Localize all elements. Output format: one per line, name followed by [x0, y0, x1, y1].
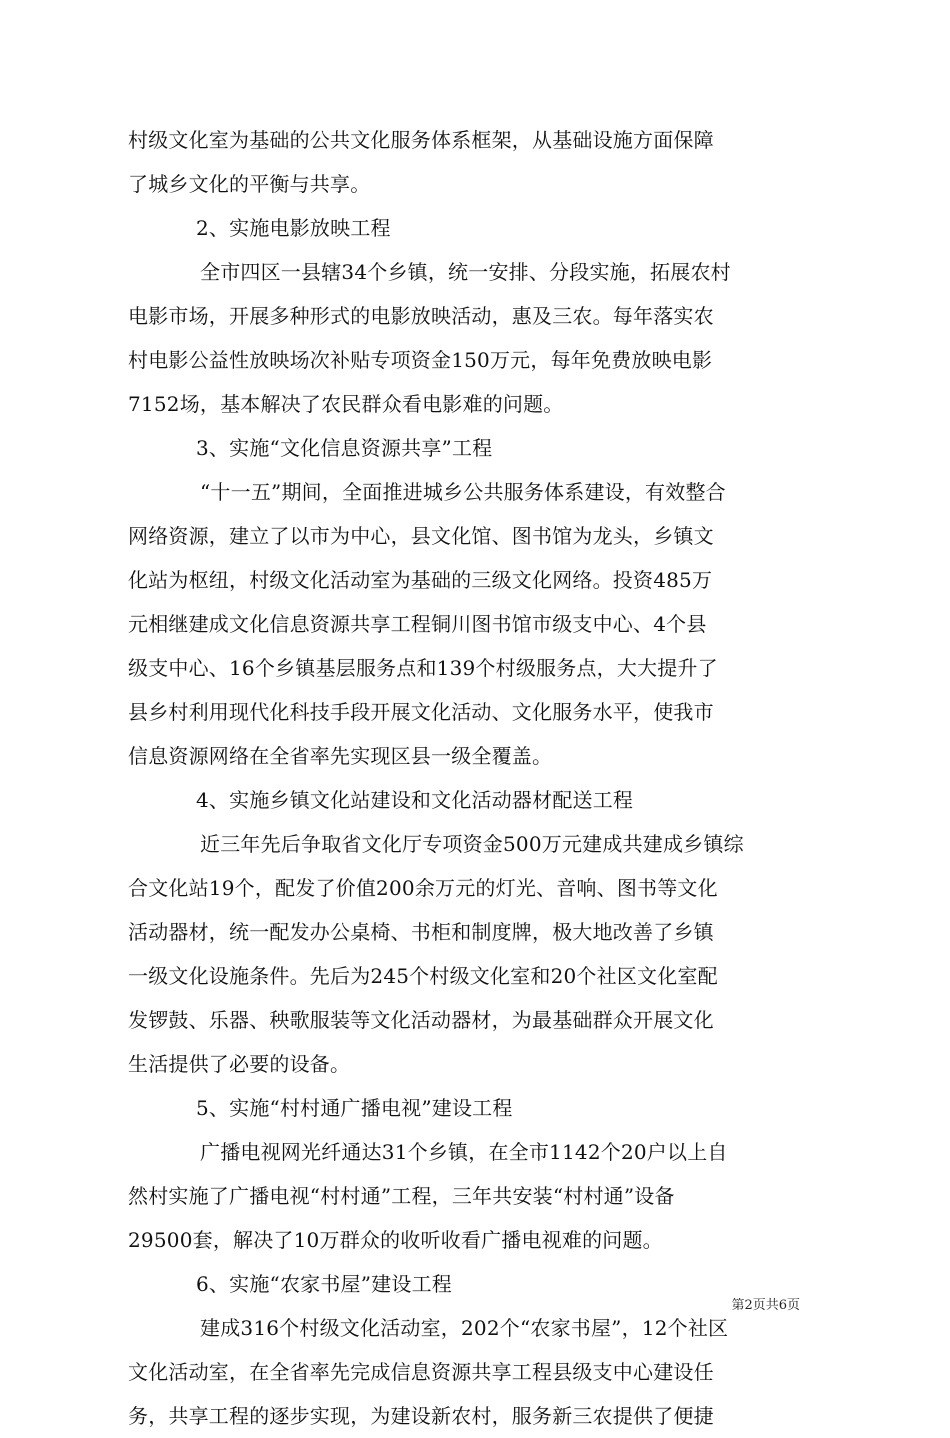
paragraph-line: 合文化站19个，配发了价值200余万元的灯光、音响、图书等文化: [128, 876, 718, 900]
paragraph-line: 一级文化设施条件。先后为245个村级文化室和20个社区文化室配: [128, 964, 718, 988]
paragraph-line: 29500套，解决了10万群众的收听收看广播电视难的问题。: [128, 1228, 663, 1252]
paragraph-line: 村电影公益性放映场次补贴专项资金150万元，每年免费放映电影: [128, 348, 713, 372]
paragraph-line: 了城乡文化的平衡与共享。: [128, 172, 371, 196]
page-number: 第2页共6页: [731, 1298, 800, 1313]
paragraph-line: 近三年先后争取省文化厅专项资金500万元建成共建成乡镇综: [200, 832, 744, 856]
paragraph-line: 然村实施了广播电视“村村通”工程，三年共安装“村村通”设备: [128, 1184, 675, 1208]
paragraph-line: 建成316个村级文化活动室，202个“农家书屋”，12个社区: [200, 1316, 729, 1340]
section-heading: 2、实施电影放映工程: [196, 216, 391, 240]
paragraph-line: “十一五”期间，全面推进城乡公共服务体系建设，有效整合: [200, 480, 726, 504]
paragraph-line: 元相继建成文化信息资源共享工程铜川图书馆市级支中心、4个县: [128, 612, 707, 636]
section-heading: 4、实施乡镇文化站建设和文化活动器材配送工程: [196, 788, 634, 812]
paragraph-line: 网络资源，建立了以市为中心，县文化馆、图书馆为龙头，乡镇文: [128, 524, 714, 548]
section-heading: 6、实施“农家书屋”建设工程: [196, 1272, 452, 1296]
paragraph-line: 7152场，基本解决了农民群众看电影难的问题。: [128, 392, 564, 416]
section-heading: 3、实施“文化信息资源共享”工程: [196, 436, 493, 460]
body-text: [128, 118, 828, 1438]
paragraph-line: 活动器材，统一配发办公桌椅、书柜和制度牌，极大地改善了乡镇: [128, 920, 714, 944]
paragraph-line: 文化活动室，在全省率先完成信息资源共享工程县级支中心建设任: [128, 1360, 714, 1384]
section-heading: 5、实施“村村通广播电视”建设工程: [196, 1096, 513, 1120]
paragraph-line: 务，共享工程的逐步实现，为建设新农村，服务新三农提供了便捷: [128, 1404, 714, 1428]
paragraph-line: 信息资源网络在全省率先实现区县一级全覆盖。: [128, 744, 553, 768]
paragraph-line: 化站为枢纽，村级文化活动室为基础的三级文化网络。投资485万: [128, 568, 713, 592]
paragraph-line: 生活提供了必要的设备。: [128, 1052, 351, 1076]
paragraph-line: 级支中心、16个乡镇基层服务点和139个村级服务点，大大提升了: [128, 656, 718, 680]
paragraph-line: 发锣鼓、乐器、秧歌服装等文化活动器材，为最基础群众开展文化: [128, 1008, 714, 1032]
paragraph-line: 电影市场，开展多种形式的电影放映活动，惠及三农。每年落实农: [128, 304, 714, 328]
paragraph-line: 广播电视网光纤通达31个乡镇，在全市1142个20户以上自: [200, 1140, 728, 1164]
paragraph-line: 村级文化室为基础的公共文化服务体系框架，从基础设施方面保障: [128, 128, 714, 152]
paragraph-line: 全市四区一县辖34个乡镇，统一安排、分段实施，拓展农村: [200, 260, 731, 284]
paragraph-line: 县乡村利用现代化科技手段开展文化活动、文化服务水平，使我市: [128, 700, 714, 724]
